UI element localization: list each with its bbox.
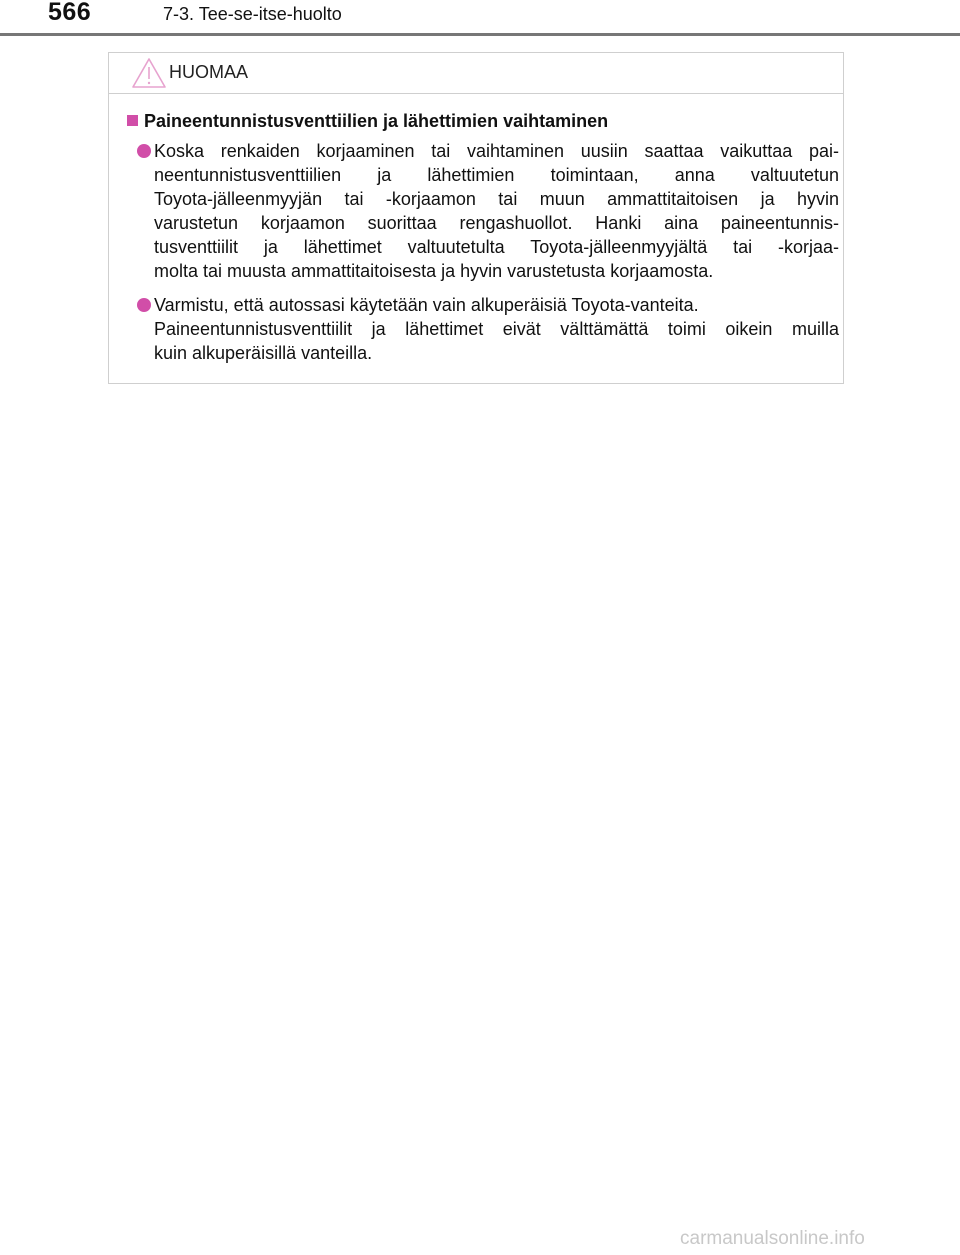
text-line: molta tai muusta ammattitaitoisesta ja hyvin varustetusta korjaamosta. [154, 261, 714, 281]
notice-item-1 [154, 139, 839, 283]
warning-triangle-icon [131, 57, 167, 89]
notice-box [108, 52, 844, 384]
subheading-text: Paineentunnistusventtiilien ja lähettimien vaihtaminen [144, 111, 609, 131]
text-line: neentunnistusventtiilien ja lähettimien toimintaan, anna valtuutetun [154, 165, 839, 185]
notice-title: HUOMAA [169, 62, 249, 82]
notice-header [109, 53, 843, 94]
notice-item-2 [154, 293, 839, 365]
text-line: Varmistu, että autossasi käytetään vain alkuperäisiä Toyota-vanteita. [154, 295, 699, 315]
header-rule [0, 33, 960, 36]
round-bullet-icon [137, 298, 151, 312]
section-title: 7-3. Tee-se-itse-huolto [163, 4, 342, 24]
text-line: Koska renkaiden korjaaminen tai vaihtaminen uusiin saattaa vaikuttaa pai- [154, 141, 839, 161]
page-header [0, 0, 960, 40]
text-line: Paineentunnistusventtiilit ja lähettimet eivät välttämättä toimi oikein muilla [154, 319, 839, 339]
watermark: carmanualsonline.info [680, 1228, 865, 1249]
text-line: tusventtiilit ja lähettimet valtuutetulta Toyota-jälleenmyyjältä tai -korjaa- [154, 237, 839, 257]
text-line: Toyota-jälleenmyyjän tai -korjaamon tai muun ammattitaitoisen ja hyvin [154, 189, 839, 209]
notice-subheading [127, 111, 608, 132]
text-line: varustetun korjaamon suorittaa rengashuollot. Hanki aina paineentunnis- [154, 213, 839, 233]
square-bullet-icon [127, 115, 138, 126]
page-number: 566 [48, 0, 92, 26]
text-line: kuin alkuperäisillä vanteilla. [154, 343, 373, 363]
round-bullet-icon [137, 144, 151, 158]
